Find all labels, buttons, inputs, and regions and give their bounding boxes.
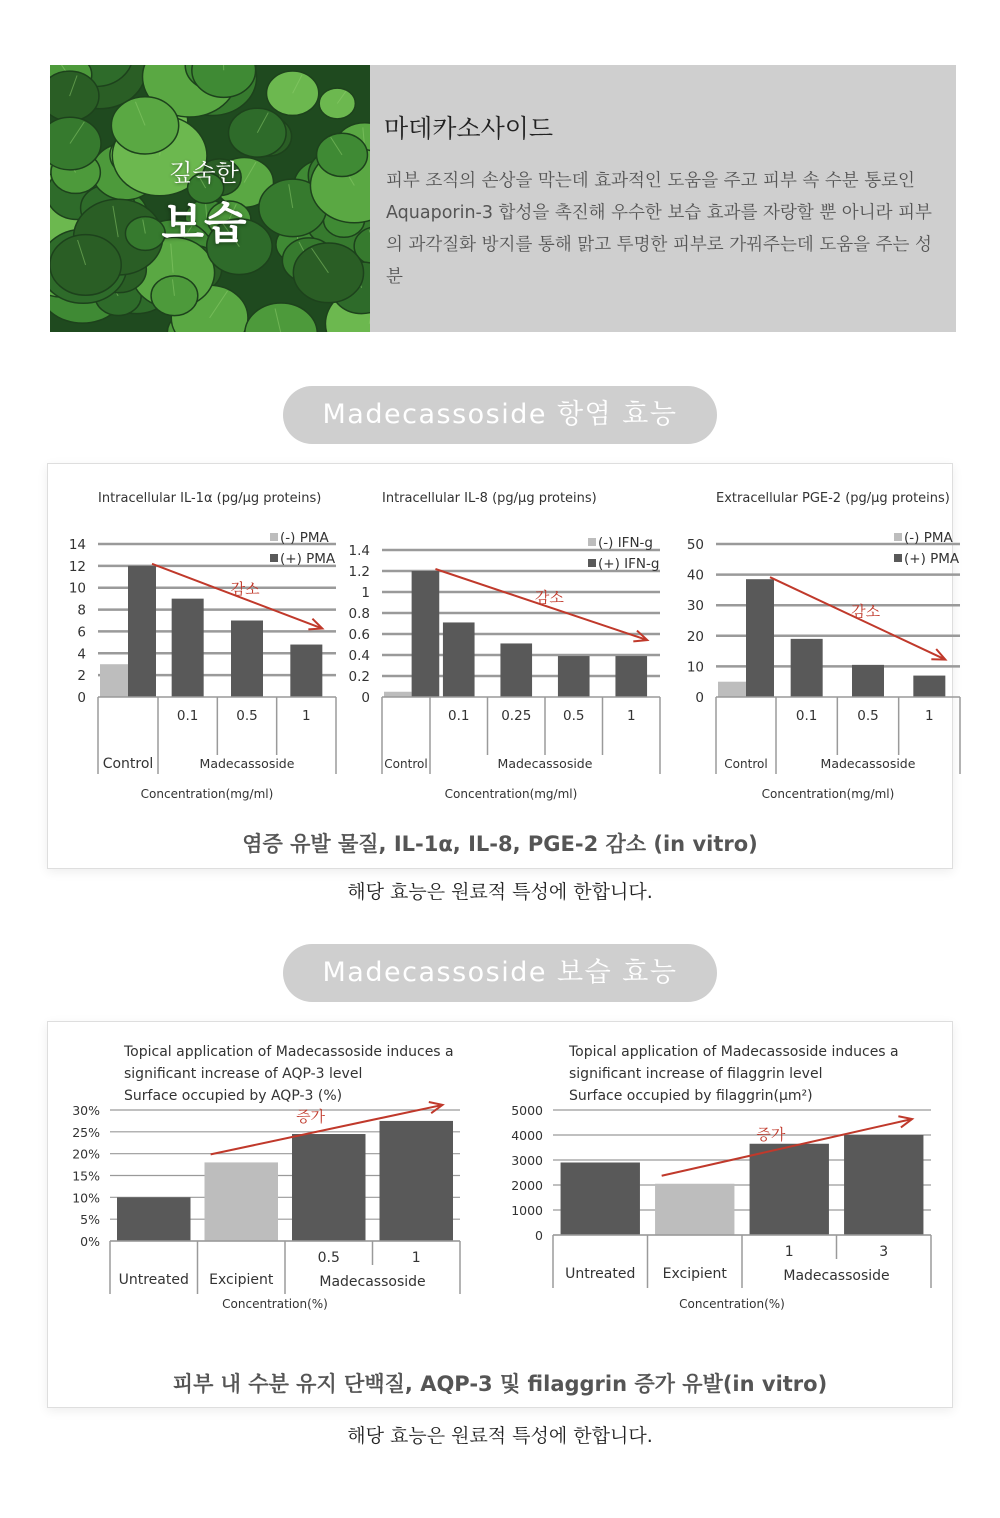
anti-inflammation-panel — [47, 463, 960, 869]
x-axis-title: Concentration(mg/ml) — [444, 787, 578, 801]
y-tick-label: 40 — [686, 567, 704, 584]
x-tick-label: 1 — [626, 708, 636, 724]
x-tick-label: 0.1 — [795, 708, 818, 724]
aqp3-chart — [48, 1042, 488, 1332]
moisturizing-pill: Madecassoside 보습 효능 — [283, 944, 717, 1002]
y-tick-label: 0 — [535, 1228, 543, 1243]
plot-area — [69, 491, 336, 801]
x-tick-label-control: Control — [102, 756, 154, 772]
y-tick-label: 25% — [72, 1124, 100, 1140]
hero-banner — [50, 65, 956, 332]
anti-inflammation-caption: 염증 유발 물질, IL-1α, IL-8, PGE-2 감소 (in vitro) — [242, 832, 758, 856]
x-tick-label: 1 — [925, 708, 934, 724]
x-tick-label: 0.25 — [501, 708, 532, 724]
x-axis-title: Concentration(%) — [679, 1297, 785, 1311]
y-tick-label: 10 — [68, 580, 86, 597]
legend-swatch — [894, 554, 902, 562]
y-tick-label: 8 — [77, 602, 86, 619]
bar-positive — [231, 621, 263, 698]
plot-area — [687, 491, 960, 801]
bar-positive — [558, 656, 590, 697]
y-tick-label: 20 — [686, 628, 704, 645]
x-tick-label: 0.1 — [176, 708, 199, 724]
bar — [205, 1162, 279, 1241]
y-tick-label: 5% — [80, 1212, 100, 1228]
x-tick-label: 0.5 — [317, 1250, 340, 1266]
bar-positive — [791, 639, 823, 697]
x-tick-label-control: Control — [384, 757, 428, 771]
chart-svg — [48, 1042, 488, 1332]
pge2-chart — [658, 488, 960, 808]
x-axis-title: Concentration(mg/ml) — [140, 787, 274, 801]
chart-title-line: Surface occupied by AQP-3 (%) — [124, 1088, 343, 1104]
bar — [117, 1197, 191, 1241]
chart-title: Intracellular IL-1α (pg/μg proteins) — [98, 491, 322, 506]
bar-negative-control — [100, 664, 128, 697]
anti-inflammation-pill: Madecassoside 항염 효능 — [283, 386, 717, 444]
bar-positive — [290, 645, 322, 697]
x-tick-label: Excipient — [662, 1266, 727, 1282]
y-tick-label: 4 — [77, 646, 86, 663]
chart-title-line: Topical application of Madecassoside induces a — [569, 1044, 899, 1060]
y-tick-label: 1000 — [511, 1203, 543, 1218]
legend-swatch — [894, 533, 902, 541]
y-tick-label: 50 — [686, 537, 704, 553]
bar-positive — [172, 599, 204, 697]
trend-label: 감소 — [534, 588, 564, 607]
legend-swatch — [588, 559, 596, 567]
chart-title-line: Surface occupied by filaggrin(μm²) — [569, 1088, 813, 1104]
y-tick-label: 0.8 — [348, 606, 370, 622]
x-tick-label: 0.5 — [857, 708, 879, 724]
y-tick-label: 0.6 — [348, 627, 370, 643]
trend-label: 증가 — [756, 1125, 786, 1144]
y-tick-label: 2000 — [511, 1178, 543, 1193]
legend-label: (-) PMA — [280, 530, 329, 546]
x-tick-label: 3 — [879, 1244, 889, 1260]
bar-negative-control — [384, 692, 412, 697]
legend-label: (+) PMA — [904, 551, 960, 567]
x-tick-label: 1 — [302, 708, 311, 724]
bar-positive — [746, 579, 774, 697]
bar — [844, 1135, 923, 1235]
y-tick-label: 0 — [77, 690, 86, 706]
bar-positive — [443, 622, 475, 697]
y-tick-label: 30% — [72, 1103, 100, 1118]
centella-leaves-photo — [50, 65, 370, 332]
x-group-label: Madecassoside — [319, 1274, 426, 1290]
bar — [292, 1134, 366, 1241]
moisturizing-panel — [47, 1021, 953, 1408]
x-group-label: Madecassoside — [820, 756, 916, 771]
trend-label: 증가 — [296, 1107, 326, 1126]
chart-svg — [491, 1042, 931, 1332]
y-tick-label: 10% — [72, 1190, 100, 1206]
moisturizing-note: 해당 효능은 원료적 특성에 한합니다. — [347, 1425, 653, 1447]
legend-swatch — [270, 533, 278, 541]
chart-title-line: significant increase of AQP-3 level — [124, 1066, 363, 1082]
y-tick-label: 0 — [361, 690, 370, 706]
y-tick-label: 0 — [695, 690, 704, 706]
ingredient-description: 피부 조직의 손상을 막는데 효과적인 도움을 주고 피부 속 수분 통로인 Aquaporin-3 합성을 촉진해 우수한 보습 효과를 자랑할 뿐 아니라 피부의 과각질화 방지를 통해 맑고 투명한 피부로 가꿔주는데 도움을 주는 성분 — [386, 171, 932, 287]
bar-negative-control — [718, 682, 746, 697]
il1a-chart — [68, 488, 348, 808]
ingredient-title: 마데카소사이드 — [384, 114, 554, 143]
plot-area — [511, 1044, 931, 1311]
chart-svg — [348, 488, 660, 808]
y-tick-label: 2 — [77, 668, 86, 685]
hero-sub-title: 깊숙한 — [169, 159, 239, 187]
x-tick-label: 0.1 — [448, 708, 470, 724]
y-tick-label: 14 — [68, 537, 86, 553]
chart-title-line: significant increase of filaggrin level — [569, 1066, 823, 1082]
y-tick-label: 30 — [686, 598, 704, 615]
bar — [561, 1163, 640, 1236]
x-tick-label: Excipient — [209, 1272, 274, 1288]
y-tick-label: 20% — [72, 1146, 100, 1162]
y-tick-label: 1 — [361, 585, 370, 601]
bar-positive — [412, 571, 440, 697]
x-group-label: Madecassoside — [783, 1268, 890, 1284]
bar — [750, 1144, 829, 1235]
x-tick-label: 0.5 — [563, 708, 585, 724]
x-tick-label: Untreated — [118, 1272, 189, 1288]
y-tick-label: 0.2 — [348, 669, 370, 685]
y-tick-label: 0.4 — [348, 648, 370, 664]
trend-label: 감소 — [851, 602, 881, 621]
chart-svg — [658, 488, 960, 808]
y-tick-label: 10 — [686, 659, 704, 676]
filaggrin-chart — [491, 1042, 931, 1332]
chart-title: Intracellular IL-8 (pg/μg proteins) — [382, 491, 597, 506]
y-tick-label: 1.4 — [348, 543, 370, 559]
moisturizing-caption: 피부 내 수분 유지 단백질, AQP-3 및 filaggrin 증가 유발(in vitro) — [172, 1372, 828, 1396]
bar-positive — [615, 656, 647, 697]
x-tick-label: Untreated — [565, 1266, 636, 1282]
y-tick-label: 6 — [77, 624, 86, 641]
chart-title: Extracellular PGE-2 (pg/μg proteins) — [716, 491, 950, 506]
hero-main-title: 보습 — [161, 198, 247, 249]
y-tick-label: 12 — [68, 558, 86, 575]
trend-label: 감소 — [230, 580, 260, 599]
chart-svg — [68, 488, 348, 808]
plot-area — [349, 491, 660, 801]
bar-positive — [852, 665, 884, 697]
x-group-label: Madecassoside — [497, 756, 593, 771]
y-tick-label: 3000 — [511, 1153, 543, 1168]
bar-positive — [128, 566, 156, 697]
bar — [655, 1184, 734, 1235]
bar — [380, 1121, 454, 1241]
legend-label: (-) PMA — [904, 530, 953, 546]
x-tick-label: 1 — [784, 1244, 794, 1260]
bar-positive — [500, 643, 532, 697]
legend-label: (+) IFN-g — [598, 556, 660, 572]
bar-positive — [913, 676, 945, 697]
y-tick-label: 15% — [72, 1168, 100, 1184]
legend-label: (-) IFN-g — [598, 535, 653, 551]
legend-swatch — [270, 554, 278, 562]
anti-inflammation-note: 해당 효능은 원료적 특성에 한합니다. — [347, 881, 653, 903]
plot-area — [72, 1044, 460, 1311]
x-tick-label: 0.5 — [236, 708, 258, 724]
x-axis-title: Concentration(%) — [222, 1297, 328, 1311]
y-tick-label: 1.2 — [348, 564, 370, 580]
chart-title-line: Topical application of Madecassoside induces a — [124, 1044, 454, 1060]
y-tick-label: 5000 — [511, 1103, 543, 1118]
x-group-label: Madecassoside — [199, 756, 295, 771]
x-tick-label-control: Control — [724, 757, 768, 771]
il8-chart — [348, 488, 660, 808]
x-tick-label: 1 — [411, 1250, 421, 1266]
y-tick-label: 0% — [80, 1234, 100, 1249]
x-axis-title: Concentration(mg/ml) — [761, 787, 895, 801]
legend-swatch — [588, 538, 596, 546]
y-tick-label: 4000 — [511, 1128, 543, 1143]
legend-label: (+) PMA — [280, 551, 336, 567]
